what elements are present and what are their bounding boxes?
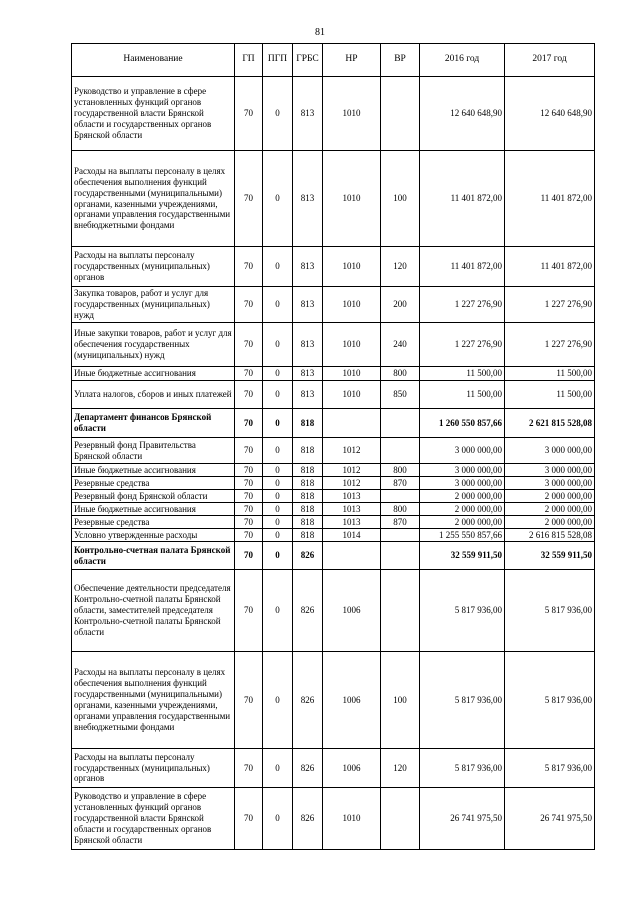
cell-pgp: 0 <box>263 323 293 367</box>
cell-2016: 11 401 872,00 <box>420 247 505 287</box>
cell-gp: 70 <box>235 652 263 749</box>
cell-2016: 1 255 550 857,66 <box>420 529 505 542</box>
cell-2016: 3 000 000,00 <box>420 438 505 464</box>
cell-gp: 70 <box>235 381 263 409</box>
cell-vr: 240 <box>381 323 420 367</box>
cell-grbs: 818 <box>293 516 323 529</box>
cell-vr: 200 <box>381 287 420 323</box>
page-number: 81 <box>315 27 325 38</box>
cell-pgp: 0 <box>263 287 293 323</box>
cell-grbs: 813 <box>293 323 323 367</box>
cell-gp: 70 <box>235 570 263 652</box>
cell-2016: 5 817 936,00 <box>420 570 505 652</box>
cell-name: Иные бюджетные ассигнования <box>72 503 235 516</box>
cell-grbs: 818 <box>293 464 323 477</box>
table-row <box>72 652 595 749</box>
cell-pgp: 0 <box>263 438 293 464</box>
cell-pgp: 0 <box>263 542 293 570</box>
cell-2016: 3 000 000,00 <box>420 464 505 477</box>
cell-nr: 1010 <box>323 77 381 151</box>
cell-grbs: 826 <box>293 652 323 749</box>
cell-vr: 800 <box>381 464 420 477</box>
table-row <box>72 542 595 570</box>
cell-grbs: 813 <box>293 151 323 247</box>
table-row <box>72 151 595 247</box>
cell-2017: 11 500,00 <box>505 367 595 381</box>
cell-2017: 2 000 000,00 <box>505 490 595 503</box>
cell-2016: 5 817 936,00 <box>420 749 505 788</box>
cell-name: Иные бюджетные ассигнования <box>72 367 235 381</box>
table-row <box>72 516 595 529</box>
header-gp: ГП <box>235 44 263 77</box>
cell-pgp: 0 <box>263 151 293 247</box>
cell-name: Резервный фонд Брянской области <box>72 490 235 503</box>
cell-2017: 2 000 000,00 <box>505 516 595 529</box>
cell-2016: 26 741 975,50 <box>420 788 505 850</box>
cell-pgp: 0 <box>263 749 293 788</box>
cell-grbs: 818 <box>293 477 323 490</box>
cell-pgp: 0 <box>263 477 293 490</box>
cell-gp: 70 <box>235 409 263 438</box>
cell-nr: 1006 <box>323 570 381 652</box>
cell-vr: 870 <box>381 477 420 490</box>
cell-pgp: 0 <box>263 503 293 516</box>
cell-grbs: 813 <box>293 287 323 323</box>
cell-vr: 100 <box>381 151 420 247</box>
cell-nr <box>323 409 381 438</box>
cell-name: Руководство и управление в сфере установленных функций органов государственной власти Брянской области и государственных органов Брянской области <box>72 77 235 151</box>
cell-pgp: 0 <box>263 247 293 287</box>
cell-2017: 12 640 648,90 <box>505 77 595 151</box>
header-pgp: ПГП <box>263 44 293 77</box>
table-row <box>72 409 595 438</box>
header-nr: НР <box>323 44 381 77</box>
cell-vr <box>381 570 420 652</box>
header-vr: ВР <box>381 44 420 77</box>
cell-vr <box>381 788 420 850</box>
cell-pgp: 0 <box>263 381 293 409</box>
cell-2017: 2 000 000,00 <box>505 503 595 516</box>
cell-pgp: 0 <box>263 652 293 749</box>
cell-nr: 1010 <box>323 247 381 287</box>
table-row <box>72 529 595 542</box>
cell-vr <box>381 438 420 464</box>
cell-gp: 70 <box>235 490 263 503</box>
cell-2017: 1 227 276,90 <box>505 323 595 367</box>
header-grbs: ГРБС <box>293 44 323 77</box>
cell-gp: 70 <box>235 151 263 247</box>
cell-grbs: 826 <box>293 788 323 850</box>
cell-grbs: 813 <box>293 381 323 409</box>
table-row <box>72 464 595 477</box>
cell-name: Условно утвержденные расходы <box>72 529 235 542</box>
cell-vr <box>381 490 420 503</box>
cell-vr: 850 <box>381 381 420 409</box>
cell-gp: 70 <box>235 464 263 477</box>
cell-grbs: 813 <box>293 247 323 287</box>
table-row <box>72 438 595 464</box>
cell-gp: 70 <box>235 323 263 367</box>
cell-name: Резервные средства <box>72 477 235 490</box>
cell-name: Уплата налогов, сборов и иных платежей <box>72 381 235 409</box>
cell-nr: 1010 <box>323 151 381 247</box>
cell-pgp: 0 <box>263 367 293 381</box>
cell-name: Обеспечение деятельности председателя Контрольно-счетной палаты Брянской области, заместителей председателя Контрольно-счетной палаты Брянской области <box>72 570 235 652</box>
cell-name: Расходы на выплаты персоналу в целях обеспечения выполнения функций государственными (муниципальными) органами, казенными учреждениями, органами управления государственными внебюджетными фондами <box>72 652 235 749</box>
cell-2016: 1 227 276,90 <box>420 287 505 323</box>
cell-pgp: 0 <box>263 490 293 503</box>
table-header-row <box>72 44 595 77</box>
table-row <box>72 570 595 652</box>
cell-nr: 1010 <box>323 287 381 323</box>
cell-2017: 3 000 000,00 <box>505 464 595 477</box>
cell-name: Расходы на выплаты персоналу в целях обеспечения выполнения функций государственными (муниципальными) органами, казенными учреждениями, органами управления государственными внебюджетными фондами <box>72 151 235 247</box>
cell-name: Резервный фонд Правительства Брянской области <box>72 438 235 464</box>
budget-table <box>71 43 595 850</box>
table-row <box>72 788 595 850</box>
cell-2016: 1 260 550 857,66 <box>420 409 505 438</box>
cell-nr: 1012 <box>323 464 381 477</box>
cell-2016: 3 000 000,00 <box>420 477 505 490</box>
cell-grbs: 818 <box>293 490 323 503</box>
cell-2016: 32 559 911,50 <box>420 542 505 570</box>
cell-vr: 120 <box>381 749 420 788</box>
header-name: Наименование <box>72 44 235 77</box>
cell-2016: 2 000 000,00 <box>420 516 505 529</box>
cell-2017: 3 000 000,00 <box>505 477 595 490</box>
table-row <box>72 749 595 788</box>
cell-nr: 1014 <box>323 529 381 542</box>
cell-nr: 1013 <box>323 503 381 516</box>
cell-nr: 1012 <box>323 438 381 464</box>
table-row <box>72 247 595 287</box>
cell-gp: 70 <box>235 542 263 570</box>
cell-2016: 1 227 276,90 <box>420 323 505 367</box>
cell-gp: 70 <box>235 749 263 788</box>
cell-grbs: 818 <box>293 529 323 542</box>
cell-gp: 70 <box>235 77 263 151</box>
cell-name: Расходы на выплаты персоналу государственных (муниципальных) органов <box>72 247 235 287</box>
cell-2016: 5 817 936,00 <box>420 652 505 749</box>
cell-2016: 2 000 000,00 <box>420 490 505 503</box>
cell-name: Иные бюджетные ассигнования <box>72 464 235 477</box>
cell-grbs: 826 <box>293 570 323 652</box>
table-row <box>72 323 595 367</box>
cell-nr: 1012 <box>323 477 381 490</box>
header-2017: 2017 год <box>505 44 595 77</box>
cell-2017: 3 000 000,00 <box>505 438 595 464</box>
cell-vr: 800 <box>381 503 420 516</box>
cell-2016: 11 401 872,00 <box>420 151 505 247</box>
cell-gp: 70 <box>235 516 263 529</box>
cell-nr: 1010 <box>323 367 381 381</box>
cell-name: Резервные средства <box>72 516 235 529</box>
table-row <box>72 503 595 516</box>
cell-pgp: 0 <box>263 516 293 529</box>
cell-nr: 1010 <box>323 323 381 367</box>
cell-grbs: 813 <box>293 77 323 151</box>
cell-name: Департамент финансов Брянской области <box>72 409 235 438</box>
cell-pgp: 0 <box>263 788 293 850</box>
cell-nr: 1013 <box>323 516 381 529</box>
table-body <box>72 77 595 850</box>
cell-pgp: 0 <box>263 570 293 652</box>
cell-nr: 1013 <box>323 490 381 503</box>
table-row <box>72 287 595 323</box>
cell-2017: 11 500,00 <box>505 381 595 409</box>
cell-2017: 32 559 911,50 <box>505 542 595 570</box>
cell-gp: 70 <box>235 367 263 381</box>
cell-nr <box>323 542 381 570</box>
cell-vr: 870 <box>381 516 420 529</box>
cell-name: Контрольно-счетная палата Брянской области <box>72 542 235 570</box>
cell-gp: 70 <box>235 287 263 323</box>
table-row <box>72 367 595 381</box>
cell-2016: 12 640 648,90 <box>420 77 505 151</box>
cell-pgp: 0 <box>263 464 293 477</box>
cell-pgp: 0 <box>263 529 293 542</box>
table-row <box>72 490 595 503</box>
cell-nr: 1010 <box>323 381 381 409</box>
cell-2016: 2 000 000,00 <box>420 503 505 516</box>
cell-grbs: 826 <box>293 749 323 788</box>
cell-vr <box>381 529 420 542</box>
cell-2017: 5 817 936,00 <box>505 749 595 788</box>
cell-vr: 800 <box>381 367 420 381</box>
cell-vr <box>381 542 420 570</box>
cell-2017: 26 741 975,50 <box>505 788 595 850</box>
cell-2017: 2 621 815 528,08 <box>505 409 595 438</box>
cell-grbs: 818 <box>293 409 323 438</box>
cell-grbs: 813 <box>293 367 323 381</box>
cell-grbs: 818 <box>293 438 323 464</box>
cell-2017: 1 227 276,90 <box>505 287 595 323</box>
cell-name: Руководство и управление в сфере установленных функций органов государственной власти Брянской области и государственных органов Брянской области <box>72 788 235 850</box>
table-row <box>72 77 595 151</box>
cell-grbs: 818 <box>293 503 323 516</box>
cell-name: Расходы на выплаты персоналу государственных (муниципальных) органов <box>72 749 235 788</box>
cell-pgp: 0 <box>263 77 293 151</box>
cell-vr <box>381 77 420 151</box>
cell-gp: 70 <box>235 438 263 464</box>
cell-gp: 70 <box>235 503 263 516</box>
cell-pgp: 0 <box>263 409 293 438</box>
cell-vr <box>381 409 420 438</box>
cell-2017: 11 401 872,00 <box>505 247 595 287</box>
cell-2017: 11 401 872,00 <box>505 151 595 247</box>
cell-nr: 1006 <box>323 749 381 788</box>
cell-gp: 70 <box>235 247 263 287</box>
cell-2017: 2 616 815 528,08 <box>505 529 595 542</box>
cell-gp: 70 <box>235 529 263 542</box>
cell-name: Иные закупки товаров, работ и услуг для обеспечения государственных (муниципальных) нужд <box>72 323 235 367</box>
table-row <box>72 477 595 490</box>
cell-vr: 120 <box>381 247 420 287</box>
cell-nr: 1006 <box>323 652 381 749</box>
cell-nr: 1010 <box>323 788 381 850</box>
cell-vr: 100 <box>381 652 420 749</box>
cell-gp: 70 <box>235 788 263 850</box>
header-2016: 2016 год <box>420 44 505 77</box>
cell-2017: 5 817 936,00 <box>505 570 595 652</box>
cell-name: Закупка товаров, работ и услуг для государственных (муниципальных) нужд <box>72 287 235 323</box>
cell-2017: 5 817 936,00 <box>505 652 595 749</box>
cell-2016: 11 500,00 <box>420 381 505 409</box>
cell-grbs: 826 <box>293 542 323 570</box>
cell-2016: 11 500,00 <box>420 367 505 381</box>
table-row <box>72 381 595 409</box>
cell-gp: 70 <box>235 477 263 490</box>
